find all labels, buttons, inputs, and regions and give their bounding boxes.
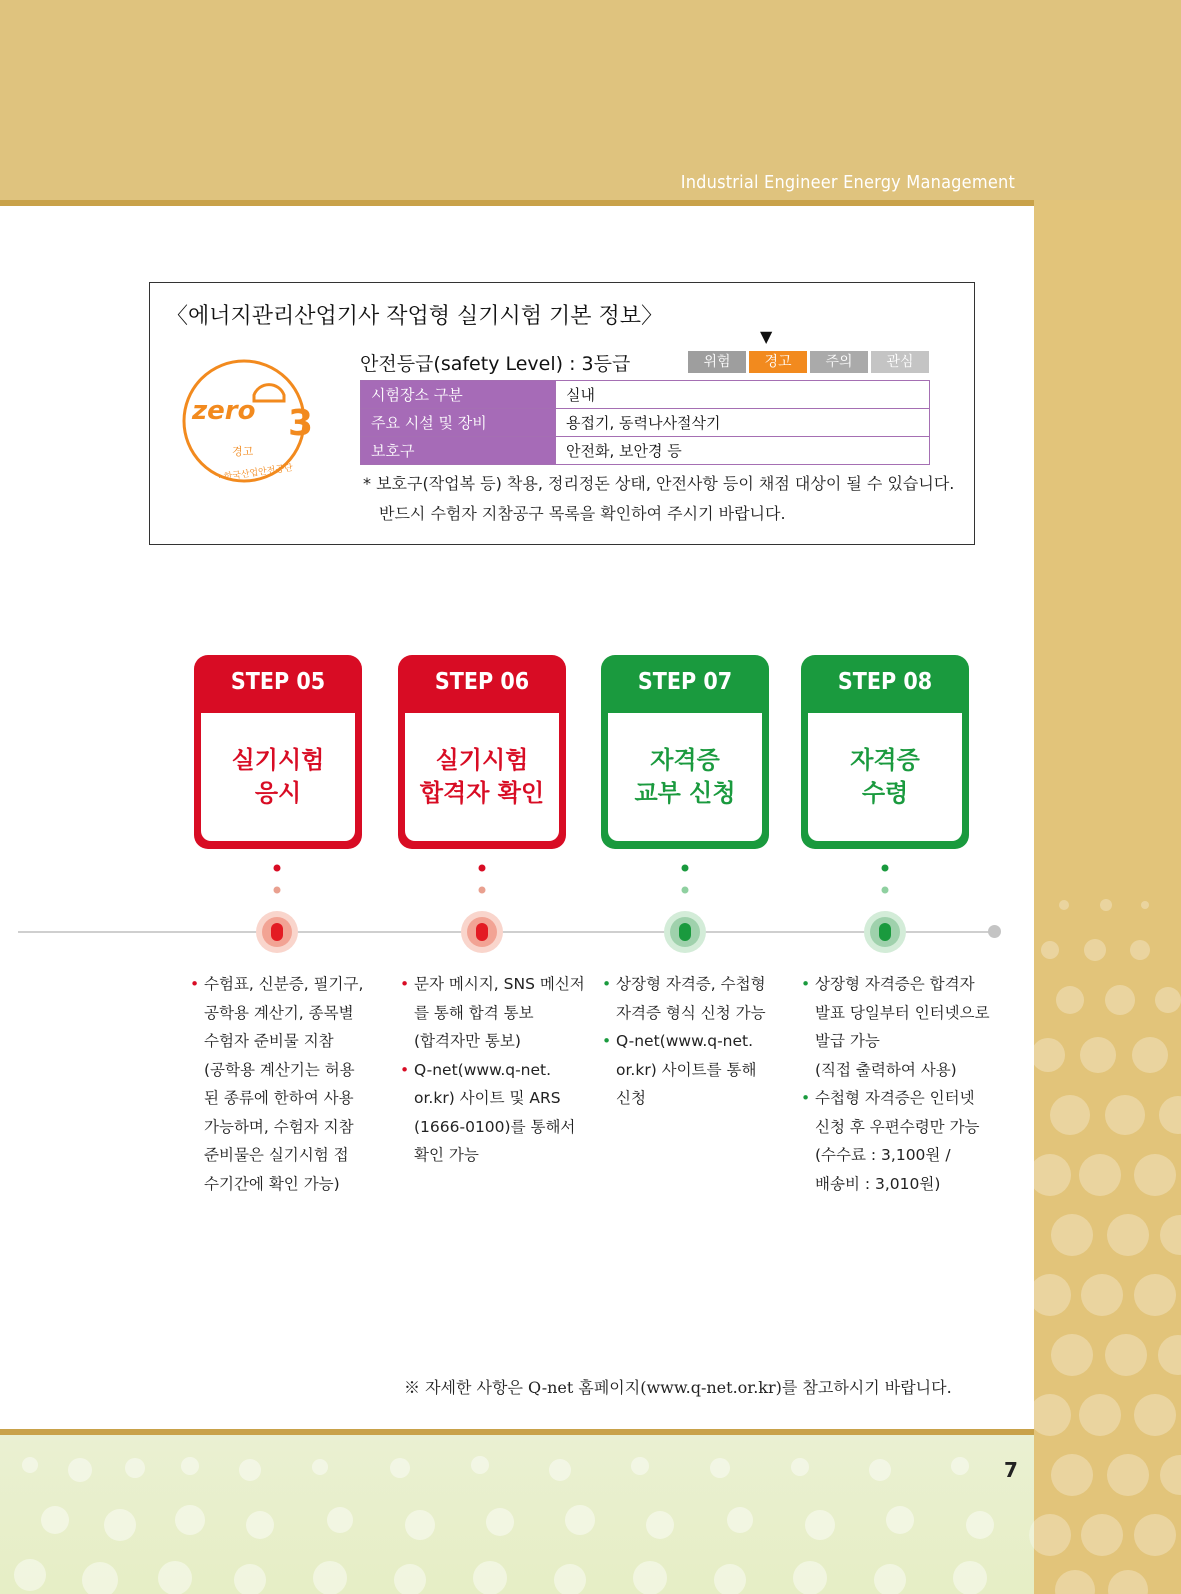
info-note: * 보호구(작업복 등) 착용, 정리정돈 상태, 안전사항 등이 채점 대상이 될 수 있습니다.	[363, 474, 955, 493]
step-title-line: 합격자 확인	[419, 779, 545, 807]
page-number: 7	[1004, 1458, 1018, 1482]
step-content	[808, 713, 962, 841]
level-caution: 주의	[810, 351, 868, 373]
description-line: (수수료 : 3,100원 /	[815, 1146, 951, 1164]
level-danger: 위험	[688, 351, 746, 373]
step-content	[201, 713, 355, 841]
footer-note: ※ 자세한 사항은 Q-net 홈페이지(www.q-net.or.kr)를 참고하시기 바랍니다.	[404, 1378, 952, 1397]
description-line: Q-net(www.q-net.	[414, 1060, 552, 1079]
step-07-description	[602, 970, 766, 1113]
level-warning: 경고	[749, 351, 807, 373]
bullet-icon: •	[400, 1060, 410, 1079]
bullet-icon: •	[602, 975, 612, 993]
timeline-node-icon	[460, 910, 504, 954]
description-line: 배송비 : 3,010원)	[815, 1174, 941, 1193]
safety-level: 안전등급(safety Level) : 3등급	[360, 353, 631, 375]
timeline-node-icon	[863, 910, 907, 954]
logo-number: 3	[288, 403, 314, 444]
table-value: 실내	[556, 381, 930, 409]
list-item	[190, 970, 363, 1198]
bullet-icon: •	[190, 975, 200, 993]
step-title-line: 자격증	[650, 746, 720, 774]
step-label: STEP 08	[837, 669, 933, 695]
description-line: 수기간에 확인 가능)	[204, 1174, 340, 1193]
table-row	[361, 437, 930, 465]
level-marker-icon: ▼	[760, 327, 773, 346]
level-attention: 관심	[871, 351, 929, 373]
description-line: Q-net(www.q-net.	[616, 1032, 754, 1050]
step-title-line: 자격증	[850, 746, 920, 774]
step-06-description	[400, 970, 585, 1170]
description-line: or.kr) 사이트를 통해	[616, 1060, 757, 1079]
table-key: 주요 시설 및 장비	[361, 409, 556, 437]
description-line: 신청	[616, 1089, 646, 1107]
table-key: 시험장소 구분	[361, 381, 556, 409]
description-line: or.kr) 사이트 및 ARS	[414, 1089, 561, 1107]
description-line: (직접 출력하여 사용)	[815, 1060, 957, 1079]
description-line: 수험표, 신분증, 필기구,	[204, 975, 364, 993]
list-item	[602, 1027, 766, 1113]
description-line: 발표 당일부터 인터넷으로	[815, 1003, 990, 1022]
step-label: STEP 07	[637, 669, 733, 695]
step-label: STEP 06	[434, 669, 530, 695]
logo-text: zero	[192, 396, 256, 426]
info-note-continued: 반드시 수험자 지참공구 목록을 확인하여 주시기 바랍니다.	[379, 504, 786, 523]
step-title-line: 응시	[254, 779, 302, 807]
step-05-description	[190, 970, 363, 1198]
list-item	[400, 1056, 585, 1170]
bullet-icon: •	[801, 1089, 811, 1107]
table-row	[361, 409, 930, 437]
description-line: (합격자만 통보)	[414, 1032, 521, 1050]
description-line: (공학용 계산기는 허용	[204, 1060, 355, 1079]
step-title-line: 실기시험	[435, 746, 529, 774]
description-line: 를 통해 합격 통보	[414, 1003, 534, 1022]
description-line: 수험자 준비물 지참	[204, 1032, 334, 1050]
table-value: 용접기, 동력나사절삭기	[556, 409, 930, 437]
bullet-icon: •	[400, 975, 410, 993]
safety-zero-logo-icon	[180, 357, 316, 487]
series-title: Industrial Engineer Energy Management	[680, 172, 1015, 193]
bullet-icon: •	[602, 1032, 612, 1050]
timeline-end-icon	[988, 925, 1001, 938]
description-line: 가능하며, 수험자 지참	[204, 1117, 354, 1136]
step-content	[608, 713, 762, 841]
list-item	[801, 1084, 990, 1198]
timeline-node-icon	[663, 910, 707, 954]
timeline-line	[18, 931, 996, 933]
info-title: 〈에너지관리산업기사 작업형 실기시험 기본 정보〉	[166, 304, 664, 329]
step-08-description	[801, 970, 990, 1198]
table-key: 보호구	[361, 437, 556, 465]
level-scale	[688, 351, 932, 373]
description-line: 신청 후 우편수령만 가능	[815, 1117, 980, 1136]
logo-grade: 경고	[232, 445, 254, 458]
step-08-card	[801, 655, 969, 849]
step-title-line: 교부 신청	[634, 779, 736, 807]
step-07-card	[601, 655, 769, 849]
bullet-icon: •	[801, 975, 811, 993]
description-line: 자격증 형식 신청 가능	[616, 1003, 766, 1022]
logo-org: · 한국산업안전공단	[217, 463, 294, 484]
exam-info-box	[149, 282, 975, 545]
description-line: 공학용 계산기, 종목별	[204, 1003, 354, 1022]
description-line: 문자 메시지, SNS 메신저	[414, 975, 585, 993]
step-05-card	[194, 655, 362, 849]
list-item	[801, 970, 990, 1084]
description-line: 확인 가능	[414, 1146, 479, 1164]
description-line: 상장형 자격증은 합격자	[815, 975, 975, 993]
list-item	[400, 970, 585, 1056]
step-title-line: 실기시험	[231, 746, 325, 774]
exam-info-table	[360, 380, 930, 465]
step-connectors	[0, 860, 1034, 900]
description-line: 준비물은 실기시험 접	[204, 1146, 349, 1164]
step-label: STEP 05	[230, 669, 326, 695]
table-row	[361, 381, 930, 409]
description-line: 발급 가능	[815, 1032, 880, 1050]
description-line: 된 종류에 한하여 사용	[204, 1089, 354, 1107]
step-06-card	[398, 655, 566, 849]
step-content	[405, 713, 559, 841]
timeline-node-icon	[255, 910, 299, 954]
description-line: (1666-0100)를 통해서	[414, 1117, 576, 1136]
step-title-line: 수령	[861, 779, 909, 807]
description-line: 상장형 자격증, 수첩형	[616, 975, 766, 993]
list-item	[602, 970, 766, 1027]
description-line: 수첩형 자격증은 인터넷	[815, 1089, 975, 1107]
table-value: 안전화, 보안경 등	[556, 437, 930, 465]
